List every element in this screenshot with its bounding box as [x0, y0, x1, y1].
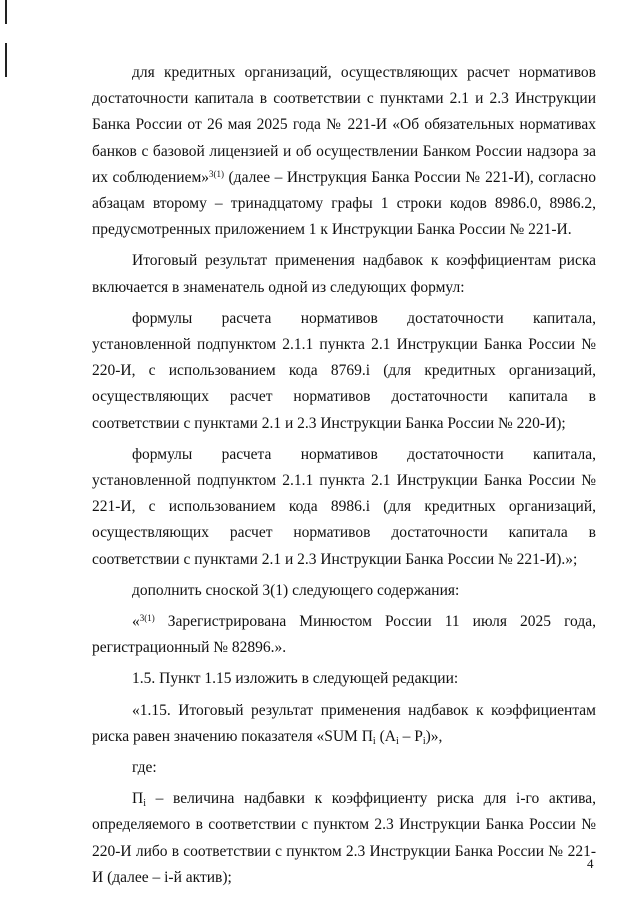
paragraph-5: дополнить сноской 3(1) следующего содержания: [132, 581, 460, 599]
footnote-mark-3-1: 3(1) [139, 613, 155, 624]
footnote-ref-3-1: 3(1) [209, 168, 225, 179]
paragraph-8-formula [92, 698, 596, 750]
paragraph-1-text-cont: (далее – Инструкция Банка России № 221-И), согласно абзацам второму – тринадцатому графы 1 строки кодов 8986.0, 8986.2, предусмотренных приложением 1 к Инструкции Банка России № 221-И. [92, 168, 597, 239]
scan-edge-mark [5, 43, 7, 77]
formula-subscript: i [422, 735, 426, 747]
definition-text: – величина надбавки к коэффициенту риска для i-го актива, определяемого в соответствии с пунктом 2.3 Инструкции Банка России № 220-И либо в соответствии с пунктом 2.3 Инструкции Банка России № 221-И (далее – i-й актив); [92, 790, 596, 886]
paragraph-1 [92, 60, 596, 243]
formula-text: «1.15. Итоговый результат применения надбавок к коэффициентам риска равен значению показателя «SUM П [92, 701, 596, 745]
scan-edge-mark [5, 0, 7, 24]
definition-subscript: i [143, 798, 146, 810]
paragraph-3: формулы расчета нормативов достаточности капитала, установленной подпунктом 2.1.1 пункта 2.1 Инструкции Банка России № 220-И, с использованием кода 8769.i (для кредитных организаций, осуществляющих расчет нормативов достаточности капитала в соответствии с пунктами 2.1 и 2.3 Инструкции Банка России № 220-И); [92, 309, 596, 432]
document-body [92, 60, 596, 896]
formula-subscript: i [372, 735, 376, 747]
page-number: 4 [587, 856, 594, 871]
paragraph-10 [92, 786, 596, 891]
paragraph-2: Итоговый результат применения надбавок к коэффициентам риска включается в знаменатель одной из следующих формул: [92, 252, 596, 296]
formula-text: (А [375, 727, 396, 745]
paragraph-9: где: [132, 759, 157, 777]
formula-text: )», [425, 727, 443, 745]
quote-open: « [132, 613, 140, 631]
definition-term: П [132, 790, 144, 808]
paragraph-6-footnote [92, 609, 596, 661]
footnote-text: Зарегистрирована Минюстом России 11 июля 2025 года, регистрационный № 82896.». [92, 613, 596, 657]
formula-text: – P [398, 727, 423, 745]
formula-subscript: i [395, 735, 399, 747]
paragraph-7: 1.5. Пункт 1.15 изложить в следующей редакции: [132, 670, 459, 688]
paragraph-1-text: для кредитных организаций, осуществляющих расчет нормативов достаточности капитала в соответствии с пунктами 2.1 и 2.3 Инструкции Банка России от 26 мая 2025 года № 221-И «Об обязательных нормативах банков с базовой лицензией и об осуществлении Банком России надзора за их соблюдением» [92, 64, 596, 186]
paragraph-4: формулы расчета нормативов достаточности капитала, установленной подпунктом 2.1.1 пункта 2.1 Инструкции Банка России № 221-И, с использованием кода 8986.i (для кредитных организаций, осуществляющих расчет нормативов достаточности капитала в соответствии с пунктами 2.1 и 2.3 Инструкции Банка России № 221-И).»; [92, 445, 596, 568]
